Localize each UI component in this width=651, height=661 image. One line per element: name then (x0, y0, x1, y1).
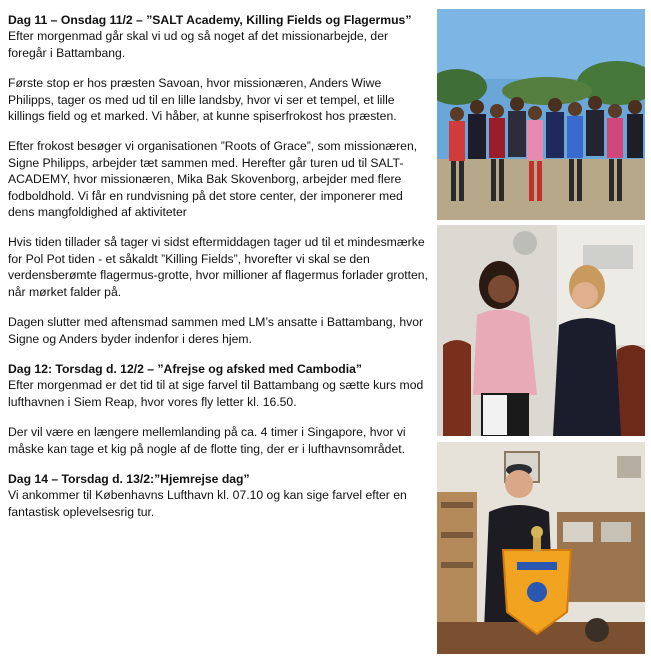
day-heading: Dag 11 – Onsdag 11/2 – ”SALT Academy, Killing Fields og Flagermus” (8, 13, 412, 27)
day-paragraph: Efter morgenmad er det tid til at sige farvel til Battambang og sætte kurs mod lufthavnen i Siem Reap, hvor vores fly letter kl. 16.50. (8, 378, 424, 409)
two-women-talking-photo (437, 225, 645, 436)
football-team-photo (437, 9, 645, 220)
day-paragraph: Der vil være en længere mellemlanding på ca. 4 timer i Singapore, hvor vi måske kan tage et kig på nogle af de flotte ting, der er i lufthavnsområdet. (8, 425, 406, 456)
day-paragraph: Dagen slutter med aftensmad sammen med LM’s ansatte i Battambang, hvor Signe og Anders byder indenfor i deres hjem. (8, 315, 424, 346)
day-paragraph: Efter frokost besøger vi organisationen ”Roots of Grace”, som missionæren, Signe Philipps, arbejder tæt sammen med. Herefter går turen ud til SALT-ACADEMY, hvor missionæren, Mika Bak Skovenborg, arbejder med flere fodboldhold. Vi får en rundvisning på det store center, der imponerer med dens mangfoldighed af aktiviteter (8, 139, 418, 220)
man-with-trophy-pennant-photo (437, 442, 645, 654)
day-heading: Dag 14 – Torsdag d. 13/2:”Hjemrejse dag” (8, 471, 250, 486)
day-heading: Dag 12: Torsdag d. 12/2 – ”Afrejse og afsked med Cambodia” (8, 361, 362, 376)
day-paragraph: Første stop er hos præsten Savoan, hvor missionæren, Anders Wiwe Philipps, tager os med ud til en lille landsby, hvor vi ser et tempel, et lille killings field og et marked. Vi håber, at kunne spiserfrokost hos præsten. (8, 76, 397, 124)
day-paragraph: Hvis tiden tillader så tager vi sidst eftermiddagen tager ud til et mindesmærke for Pol Pot tiden - et såkaldt ”Killing Fields”, hvorefter vi skal se den verdensberømte flagermus-grotte, hvor millioner af flagermus forlader grotten, når mørket falder på. (8, 235, 428, 299)
itinerary-text (8, 12, 428, 534)
day-paragraph: Efter morgenmad går skal vi ud og så noget af det missionarbejde, der foregår i Battambang. (8, 29, 389, 60)
day-paragraph: Vi ankommer til Københavns Lufthavn kl. 07.10 og kan sige farvel efter en fantastisk oplevelsesrig tur. (8, 488, 407, 519)
